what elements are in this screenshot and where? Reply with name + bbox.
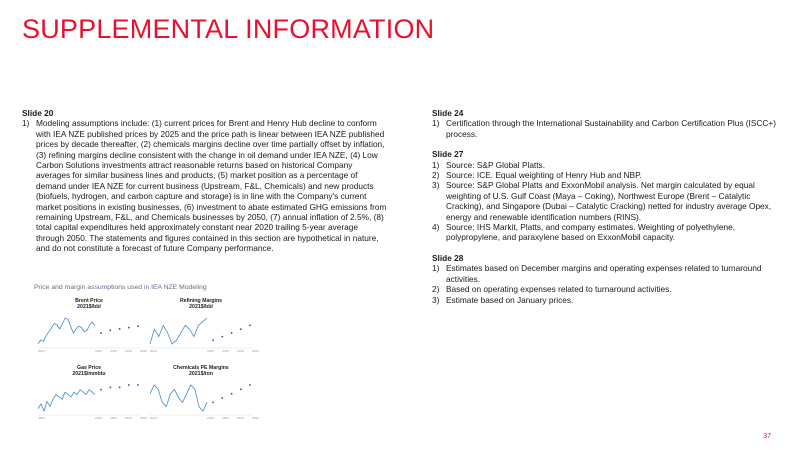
footnote-item [22,118,387,253]
x-tick-label: 2040 [237,416,244,420]
x-tick-label: 2020 [95,349,102,353]
footnote-item [432,118,787,139]
x-tick-label: 2000 [38,416,45,420]
slide-24-notes [432,108,787,139]
slide-27-heading: Slide 27 [432,149,464,160]
projection-point [212,401,214,403]
x-tick-label: 2040 [125,416,132,420]
footnote-text: Certification through the International Sustainability and Carbon Certification Plus (ISCC+) process. [446,118,776,139]
projection-point [100,389,102,391]
chart-title-line2: 2021$/ton [189,371,213,377]
x-tick-label: 2010 [150,349,157,353]
footnote-item [432,160,787,170]
footnote-number: 1) [432,118,440,129]
chart-svg [146,363,259,423]
slide-24-heading: Slide 24 [432,108,464,118]
chart-title-line2: 2021$/mmbtu [72,371,106,377]
right-column [432,108,787,315]
slide-28-heading: Slide 28 [432,252,464,263]
footnote-text: Source: S&P Global Platts. [446,159,545,170]
history-series-line [38,390,95,411]
slide-28-notes [432,253,787,305]
projection-point [119,328,121,330]
projection-point [128,384,130,386]
x-tick-label: 2020 [207,416,214,420]
chart-title-line1: Chemicals PE Margins [173,365,229,371]
footnote-number: 1) [432,159,440,170]
chart-title-line2: 2021$/bbl [77,304,101,310]
footnote-number: 2) [432,284,440,295]
x-tick-label: 2050 [140,416,147,420]
x-tick-label: 2020 [95,416,102,420]
projection-point [100,332,102,334]
x-tick-label: 2030 [222,416,229,420]
chart-svg [34,363,147,423]
footnote-text: Source: ICE. Equal weighting of Henry Hub and NBP. [446,170,642,181]
x-tick-label: 2030 [222,349,229,353]
left-column [22,108,387,264]
footnote-text: Modeling assumptions include: (1) current prices for Brent and Henry Hub decline to conform with IEA NZE published prices by 2025 and the price path is linear between IEA NZE published prices by decade thereafter, (2) chemicals margins decline over time partially offset by inflation, (3) refining margins decline consistent with the change in oil demand under IEA NZE, (4) Low Carbon Solutions investments attract reasonable returns based on historical Company averages for similar business lines and products, (5) market position as a percentage of demand under IEA NZE for current business (Upstream, F&L, Chemicals) and new products (biofuels, hydrogen, and carbon capture and storage) is in line with the Company's current market positions in existing businesses, (6) investment to abate estimated GHG emissions from remaining Upstream, F&L, and Chemicals businesses by 2050, (7) annual inflation of 2.5%, (8) total capital expenditures held approximately constant near 2020 trailing 5-year average through 2050. The statements and figures contained in this section are hypothetical in nature, and do not constitute a forecast of future Company performance. [36,118,387,254]
x-tick-label: 2030 [110,349,117,353]
page-number: 37 [763,433,771,440]
footnote-number: 1) [22,118,30,129]
x-tick-label: 2000 [38,349,45,353]
history-series-line [150,318,207,344]
footnote-text: Estimate based on January prices. [446,294,574,305]
x-tick-label: 2030 [110,416,117,420]
projection-point [212,339,214,341]
footnote-number: 3) [432,180,440,191]
chart-title-line1: Brent Price [75,298,103,304]
projection-point [128,327,130,329]
projection-point [240,328,242,330]
projection-point [240,388,242,390]
slide-20-notes [22,108,387,254]
gas-price-chart [34,363,147,423]
x-tick-label: 2050 [252,349,259,353]
chart-title-line2: 2021$/bbl [189,304,213,310]
slide-20-heading: Slide 20 [22,108,54,118]
projection-point [109,329,111,331]
footnote-text: Source: S&P Global Platts and ExxonMobil analysis. Net margin calculated by equal weighting of U.S. Gulf Coast (Maya – Coking), Northwest Europe (Brent – Catalytic Cracking), and Singapore (Dubai – Catalytic Cracking) netted for industry average Opex, energy and renewable identification numbers (RINS). [446,180,772,222]
page-title: SUPPLEMENTAL INFORMATION [22,14,435,44]
chart-title-line1: Refining Margins [179,298,223,304]
projection-point [221,336,223,338]
chart-title-line1: Gas Price [77,365,101,371]
footnote-item [432,170,787,180]
x-tick-label: 2040 [125,349,132,353]
footnote-text: Source: IHS Markit, Platts, and company estimates. Weighting of polyethylene, polypropylene, and paraxylene based on ExxonMobil capacity. [446,222,735,243]
projection-point [119,387,121,389]
footnote-item [432,295,787,305]
chemicals-pe-margins-chart [146,363,259,423]
refining-margins-chart [146,296,259,356]
charts-caption: Price and margin assumptions used in IEA NZE Modeling [34,284,207,291]
chart-svg [34,296,147,356]
brent-price-chart [34,296,147,356]
x-tick-label: 2050 [252,416,259,420]
footnote-number: 4) [432,222,440,233]
projection-point [231,393,233,395]
x-tick-label: 2040 [237,349,244,353]
footnote-item [432,263,787,284]
projection-point [249,325,251,327]
x-tick-label: 2010 [150,416,157,420]
footnote-number: 1) [432,263,440,274]
footnote-item [432,222,787,243]
projection-point [109,387,111,389]
price-margin-charts [34,284,259,430]
x-tick-label: 2050 [140,349,147,353]
footnote-number: 2) [432,170,440,181]
projection-point [137,384,139,386]
footnote-text: Based on operating expenses related to turnaround activities. [446,284,672,295]
footnote-item [432,284,787,294]
footnote-item [432,180,787,222]
projection-point [249,384,251,386]
projection-point [221,397,223,399]
footnote-number: 3) [432,294,440,305]
footnote-text: Estimates based on December margins and operating expenses related to turnaround activities. [446,263,762,284]
chart-svg [146,296,259,356]
history-series-line [150,385,207,411]
x-tick-label: 2020 [207,349,214,353]
slide-27-notes [432,149,787,243]
projection-point [137,325,139,327]
history-series-line [38,318,95,344]
projection-point [231,332,233,334]
